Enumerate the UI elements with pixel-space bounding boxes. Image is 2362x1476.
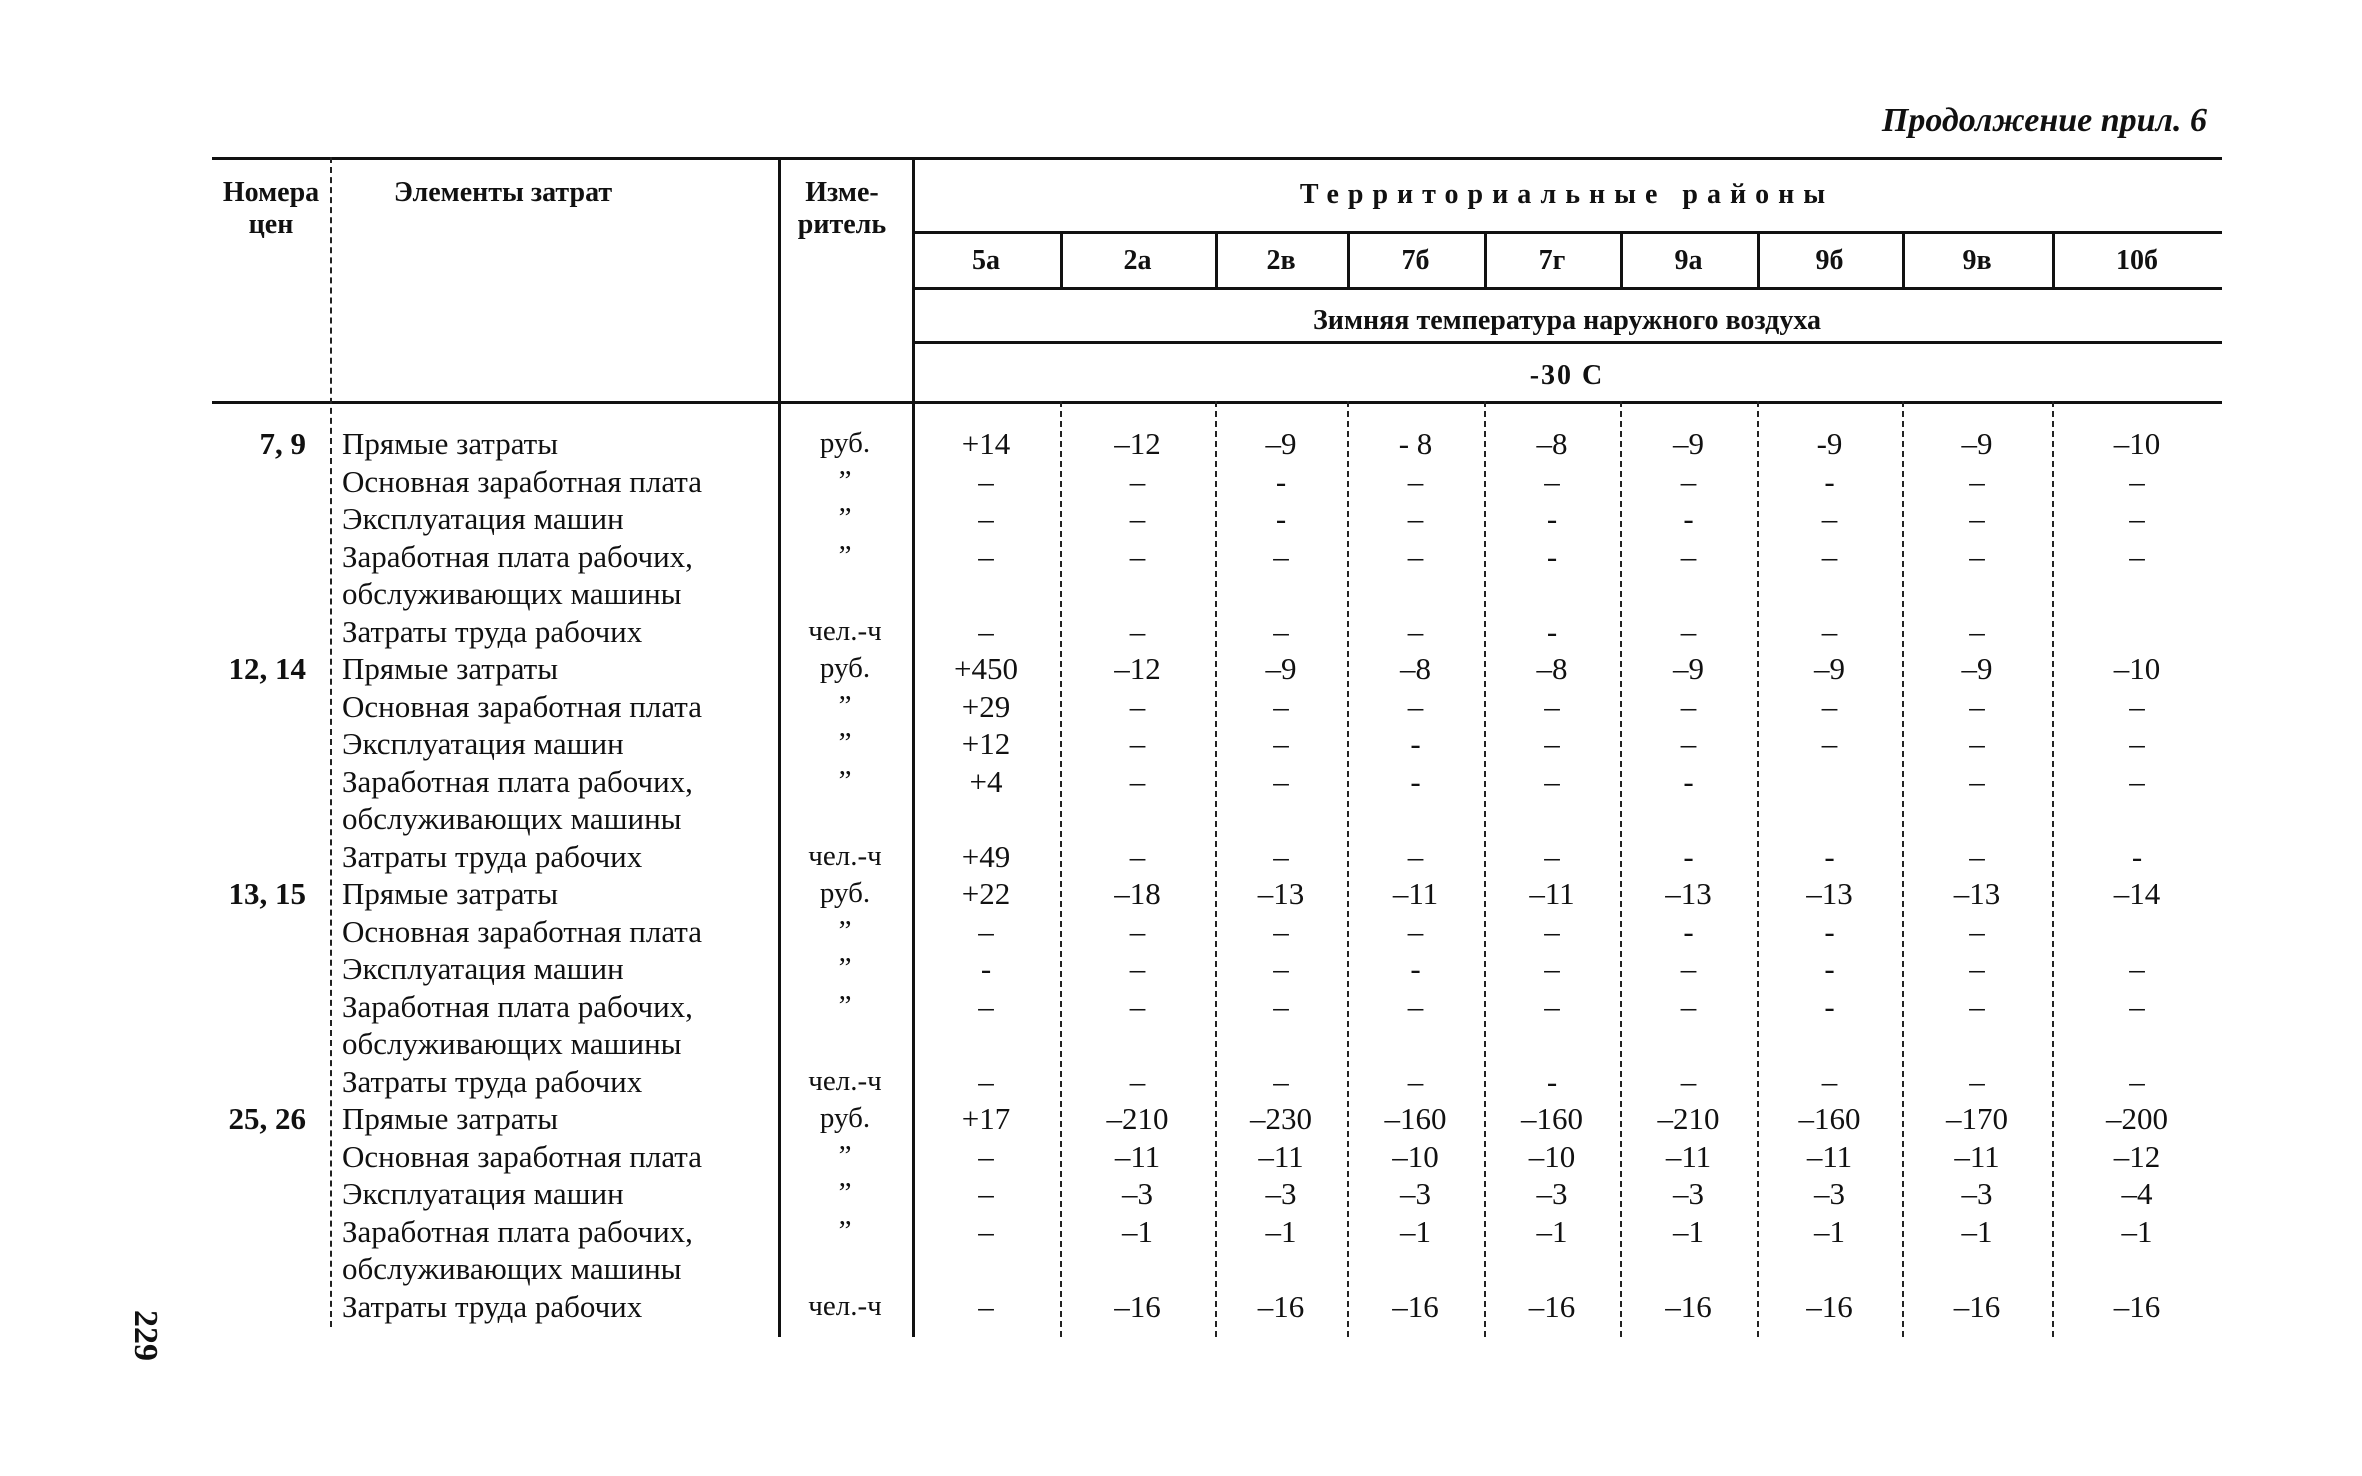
region-value: –1	[1673, 1213, 1704, 1249]
region-value: –	[978, 1138, 994, 1174]
region-value: –1	[1961, 1213, 1993, 1249]
region-value: –	[1273, 538, 1289, 574]
unit: ”	[838, 1214, 852, 1247]
region-value: –	[2129, 538, 2145, 574]
col-header-numbers: Номера цен	[222, 177, 320, 240]
region-divider	[2052, 231, 2055, 287]
region-value: –11	[1392, 876, 1439, 911]
region-value: –	[1273, 613, 1289, 649]
table-rule	[212, 401, 2222, 404]
region-value: –	[1273, 951, 1289, 986]
table-row	[212, 613, 2222, 651]
region-value: +22	[961, 876, 1011, 911]
unit: чел.-ч	[808, 1289, 882, 1322]
column-divider	[778, 157, 781, 1337]
region-value: –11	[1114, 1138, 1161, 1174]
region-value: –13	[1665, 876, 1712, 911]
region-value: –	[2129, 501, 2145, 536]
table-row	[212, 1063, 2222, 1101]
region-value: -	[1546, 613, 1558, 649]
unit: чел.-ч	[808, 839, 882, 872]
table-row	[212, 988, 2222, 1026]
region-value: –200	[2106, 1101, 2168, 1136]
region-value: –	[1407, 688, 1424, 724]
table-rule	[912, 231, 2222, 234]
col-header-elements: Элементы затрат	[393, 177, 613, 208]
region-value: –14	[2113, 876, 2161, 911]
table-row	[212, 688, 2222, 726]
region-value: –9	[1961, 651, 1993, 686]
cost-element: Эксплуатация машин	[342, 726, 624, 761]
region-value: –1	[2121, 1213, 2153, 1249]
region-value: –18	[1114, 876, 1161, 911]
region-divider	[2052, 401, 2054, 1337]
region-value: –	[1273, 726, 1289, 761]
region-divider	[1347, 231, 1350, 287]
region-value: –	[1680, 1063, 1697, 1099]
region-code-header: 2а	[1123, 245, 1152, 276]
region-value: –10	[2113, 426, 2161, 461]
region-value: –	[978, 1063, 994, 1099]
region-value: –1	[1400, 1213, 1431, 1249]
region-value: -	[1824, 463, 1835, 499]
region-value: –12	[2113, 1138, 2161, 1174]
region-divider	[1060, 401, 1062, 1337]
region-value: –	[1407, 538, 1424, 574]
region-value: –12	[1114, 651, 1161, 686]
price-number: 13, 15	[228, 876, 306, 911]
cost-element: Заработная плата рабочих,	[342, 763, 693, 799]
region-value: -	[1410, 951, 1421, 986]
column-divider	[912, 157, 915, 1337]
region-value: -	[1824, 988, 1835, 1024]
region-value: –	[1544, 951, 1560, 986]
table-row	[212, 1138, 2222, 1176]
region-value: –11	[1954, 1138, 2000, 1174]
unit: ”	[838, 914, 852, 947]
table-row	[212, 1288, 2222, 1326]
unit: ”	[838, 989, 852, 1022]
region-value: –	[1680, 463, 1697, 499]
region-value: -	[1683, 763, 1694, 799]
region-value: -	[1683, 913, 1694, 949]
region-value: -9	[1816, 426, 1843, 461]
region-value: –11	[1258, 1138, 1304, 1174]
region-value: –	[1969, 726, 1985, 761]
region-value: –	[1969, 1063, 1985, 1099]
cost-element: Основная заработная плата	[342, 1138, 702, 1174]
region-value: –	[1969, 538, 1985, 574]
table-rule	[912, 287, 2222, 290]
cost-element: Прямые затраты	[342, 651, 559, 686]
region-value: –230	[1250, 1101, 1312, 1136]
cost-element: Заработная плата рабочих,	[342, 538, 693, 574]
region-value: –	[1129, 501, 1146, 536]
region-value: –	[1969, 688, 1985, 724]
region-value: –16	[1392, 1288, 1439, 1324]
unit: руб.	[819, 877, 871, 909]
region-value: –9	[1265, 651, 1297, 686]
region-value: –9	[1673, 651, 1704, 686]
region-value: –	[1969, 763, 1985, 799]
region-value: –	[1969, 838, 1985, 874]
region-value: –	[1129, 951, 1146, 986]
region-value: –	[1680, 951, 1697, 986]
table-row	[212, 1213, 2222, 1251]
region-value: –	[1129, 538, 1146, 574]
region-code-header: 10б	[2116, 245, 2158, 276]
region-value: –9	[1673, 426, 1704, 461]
region-value: –	[1129, 988, 1146, 1024]
region-divider	[1484, 231, 1487, 287]
region-value: +450	[954, 651, 1018, 686]
region-value: –	[1129, 838, 1146, 874]
region-value: –9	[1814, 651, 1845, 686]
region-divider	[1347, 401, 1349, 1337]
region-value: –210	[1657, 1101, 1720, 1136]
table-row	[212, 500, 2222, 538]
unit: руб.	[819, 652, 871, 684]
region-value: –	[1680, 988, 1697, 1024]
region-value: –	[1544, 763, 1560, 799]
region-divider	[1757, 231, 1760, 287]
region-value: –1	[1122, 1213, 1153, 1249]
region-code-header: 9б	[1815, 245, 1844, 276]
region-value: –11	[1529, 876, 1575, 911]
region-value: –	[1129, 726, 1146, 761]
cost-element: Затраты труда рабочих	[342, 838, 643, 874]
cost-element: Затраты труда рабочих	[342, 613, 643, 649]
table-row	[212, 875, 2222, 913]
region-value: –	[1129, 688, 1146, 724]
region-value: –16	[1806, 1288, 1853, 1324]
region-value: –	[978, 913, 994, 949]
col-header-unit: Изме-ритель	[797, 177, 887, 240]
region-value: –	[978, 463, 994, 499]
region-value: +12	[961, 726, 1011, 761]
table-row	[212, 1025, 2222, 1063]
region-value: –	[1969, 988, 1985, 1024]
region-value: –	[1821, 726, 1838, 761]
region-code-header: 7б	[1401, 245, 1430, 276]
region-value: –9	[1265, 426, 1297, 461]
unit: ”	[838, 952, 852, 984]
table-row	[212, 1100, 2222, 1138]
region-value: –	[1129, 613, 1146, 649]
region-value: +4	[969, 763, 1003, 799]
region-value: –16	[1528, 1288, 1576, 1324]
cost-table	[212, 157, 2222, 1357]
region-value: –13	[1953, 876, 2001, 911]
region-value: –170	[1946, 1101, 2008, 1136]
region-value: –	[2129, 726, 2145, 761]
region-value: –4	[2121, 1176, 2153, 1211]
region-value: –	[978, 1176, 994, 1211]
unit: ”	[838, 502, 852, 534]
region-value: –	[978, 988, 994, 1024]
region-divider	[1484, 401, 1486, 1337]
region-value: –16	[1257, 1288, 1305, 1324]
region-divider	[1757, 401, 1759, 1337]
region-value: -	[1546, 501, 1558, 536]
region-value: –3	[1814, 1176, 1845, 1211]
region-value: –	[1407, 613, 1424, 649]
region-value: –	[1680, 613, 1697, 649]
region-value: –	[1544, 726, 1560, 761]
price-number: 12, 14	[228, 651, 306, 686]
region-value: –	[1544, 463, 1560, 499]
region-value: –8	[1536, 426, 1568, 461]
region-value: +49	[961, 838, 1011, 874]
region-value: –10	[2113, 651, 2161, 686]
region-value: –	[1821, 538, 1838, 574]
price-number: 7, 9	[259, 426, 306, 461]
region-value: –3	[1673, 1176, 1704, 1211]
region-value: –	[1969, 501, 1985, 536]
region-value: -	[1546, 538, 1558, 574]
region-value: –	[978, 501, 994, 536]
region-value: –	[1680, 688, 1697, 724]
region-value: –	[2129, 463, 2145, 499]
region-code-header: 2в	[1266, 245, 1296, 276]
region-value: –160	[1384, 1101, 1447, 1136]
unit: руб.	[819, 427, 871, 459]
region-value: –	[1680, 726, 1697, 761]
region-value: -	[980, 951, 992, 986]
region-value: –9	[1961, 426, 1993, 461]
unit: ”	[838, 689, 852, 722]
table-row	[212, 800, 2222, 838]
region-value: –	[1129, 1063, 1146, 1099]
cost-element: обслуживающих машины	[342, 1251, 682, 1286]
region-value: –	[2129, 763, 2145, 799]
region-value: –	[1969, 951, 1985, 986]
page-number: 229	[127, 1310, 164, 1361]
region-code-header: 9в	[1962, 245, 1992, 276]
region-value: –16	[1665, 1288, 1712, 1324]
table-row	[212, 1175, 2222, 1213]
region-code-header: 5а	[972, 245, 1000, 276]
cost-element: Эксплуатация машин	[342, 1176, 624, 1211]
continuation-label: Продолжение прил. 6	[1881, 102, 2207, 139]
cost-element: Затраты труда рабочих	[342, 1288, 643, 1324]
unit: ”	[838, 1139, 852, 1172]
region-value: -	[1824, 838, 1835, 874]
unit: ”	[838, 1177, 852, 1209]
cost-element: Прямые затраты	[342, 876, 559, 911]
region-divider	[1060, 231, 1063, 287]
region-value: +14	[961, 426, 1011, 461]
region-value: -	[2131, 838, 2143, 874]
region-value: –	[1969, 913, 1985, 949]
cost-element: Прямые затраты	[342, 426, 559, 461]
cost-element: Заработная плата рабочих,	[342, 1213, 693, 1249]
region-value: –3	[1122, 1176, 1153, 1211]
region-value: –	[1273, 838, 1289, 874]
region-value: +17	[961, 1101, 1011, 1136]
region-value: –1	[1265, 1213, 1297, 1249]
region-value: –	[1544, 838, 1560, 874]
cost-element: Затраты труда рабочих	[342, 1063, 643, 1099]
region-value: –11	[1665, 1138, 1712, 1174]
unit: ”	[838, 464, 852, 497]
unit: руб.	[819, 1102, 871, 1134]
region-value: –8	[1536, 651, 1568, 686]
region-value: –	[1821, 501, 1838, 536]
region-value: –	[1407, 463, 1424, 499]
region-value: –	[1821, 688, 1838, 724]
region-value: -	[1683, 838, 1694, 874]
table-row	[212, 913, 2222, 951]
region-value: –	[978, 538, 994, 574]
table-row	[212, 650, 2222, 688]
unit: чел.-ч	[808, 614, 882, 647]
region-divider	[1215, 401, 1217, 1337]
region-divider	[1902, 401, 1904, 1337]
cost-element: Прямые затраты	[342, 1101, 559, 1136]
region-value: -	[1410, 763, 1421, 799]
region-value: –	[978, 1288, 994, 1324]
region-value: –	[1129, 913, 1146, 949]
region-value: –	[1273, 988, 1289, 1024]
region-value: –1	[1536, 1213, 1568, 1249]
region-code-header: 7г	[1538, 245, 1566, 276]
region-value: –	[1544, 988, 1560, 1024]
region-value: –	[2129, 951, 2145, 986]
region-value: –	[1821, 613, 1838, 649]
region-value: +29	[961, 688, 1011, 724]
region-value: –	[1821, 1063, 1838, 1099]
region-value: -	[1275, 501, 1287, 536]
region-value: –	[1273, 1063, 1289, 1099]
region-value: –13	[1257, 876, 1305, 911]
region-divider	[1215, 231, 1218, 287]
cost-element: Основная заработная плата	[342, 688, 702, 724]
region-value: –	[1129, 463, 1146, 499]
region-value: –	[2129, 1063, 2145, 1099]
cost-element: обслуживающих машины	[342, 1026, 682, 1061]
region-value: –3	[1961, 1176, 1993, 1211]
table-row	[212, 538, 2222, 576]
table-row	[212, 463, 2222, 501]
region-value: –	[1407, 1063, 1424, 1099]
cost-element: Эксплуатация машин	[342, 501, 624, 536]
table-row	[212, 950, 2222, 988]
region-value: –	[2129, 688, 2145, 724]
region-value: –	[1273, 913, 1289, 949]
table-row	[212, 575, 2222, 613]
price-number: 25, 26	[228, 1101, 306, 1136]
region-value: –3	[1265, 1176, 1297, 1211]
table-row	[212, 838, 2222, 876]
region-divider	[1620, 401, 1622, 1337]
table-rule	[912, 341, 2222, 344]
column-divider	[330, 157, 332, 1327]
table-rule	[212, 157, 2222, 160]
region-value: –11	[1806, 1138, 1853, 1174]
region-value: –	[1273, 688, 1289, 724]
region-value: –16	[1114, 1288, 1161, 1324]
region-value: –10	[1528, 1138, 1576, 1174]
unit: ”	[838, 539, 852, 572]
region-value: –10	[1392, 1138, 1439, 1174]
region-value: -	[1410, 726, 1421, 761]
temperature-value: -30 С	[1529, 360, 1605, 391]
region-value: -	[1824, 913, 1835, 949]
table-row	[212, 763, 2222, 801]
region-value: -	[1683, 501, 1694, 536]
region-value: –	[1544, 913, 1560, 949]
cost-element: Эксплуатация машин	[342, 951, 624, 986]
region-value: –	[1129, 763, 1146, 799]
cost-element: обслуживающих машины	[342, 576, 682, 611]
unit: ”	[838, 764, 852, 797]
region-value: –	[1544, 688, 1560, 724]
region-value: –3	[1536, 1176, 1568, 1211]
cost-element: Основная заработная плата	[342, 463, 702, 499]
cost-element: Основная заработная плата	[342, 913, 702, 949]
region-code-header: 9а	[1674, 245, 1703, 276]
region-value: –	[1407, 913, 1424, 949]
region-value: –160	[1521, 1101, 1583, 1136]
table-row	[212, 1250, 2222, 1288]
region-value: –	[1407, 988, 1424, 1024]
region-value: -	[1546, 1063, 1558, 1099]
winter-temperature-label: Зимняя температура наружного воздуха	[1313, 305, 1821, 336]
region-divider	[1902, 231, 1905, 287]
region-value: –12	[1114, 426, 1161, 461]
region-value: –13	[1806, 876, 1853, 911]
region-value: –	[1969, 463, 1985, 499]
region-value: –	[1407, 501, 1424, 536]
region-divider	[1620, 231, 1623, 287]
table-row	[212, 425, 2222, 463]
region-value: –	[1407, 838, 1424, 874]
region-value: –	[978, 1213, 994, 1249]
region-value: –	[1680, 538, 1697, 574]
cost-element: Заработная плата рабочих,	[342, 988, 693, 1024]
region-value: –8	[1400, 651, 1431, 686]
region-value: –	[2129, 988, 2145, 1024]
unit: ”	[838, 727, 852, 759]
region-value: -	[1824, 951, 1835, 986]
region-value: –3	[1400, 1176, 1431, 1211]
table-row	[212, 725, 2222, 763]
region-value: –	[1969, 613, 1985, 649]
region-value: - 8	[1398, 426, 1433, 461]
region-value: –160	[1798, 1101, 1861, 1136]
region-value: –16	[2113, 1288, 2161, 1324]
region-value: –16	[1953, 1288, 2001, 1324]
region-value: –1	[1814, 1213, 1845, 1249]
region-value: –	[978, 613, 994, 649]
region-value: –210	[1106, 1101, 1169, 1136]
region-value: -	[1275, 463, 1287, 499]
region-value: –	[1273, 763, 1289, 799]
cost-element: обслуживающих машины	[342, 801, 682, 836]
col-header-regions: Территориальные районы	[1299, 179, 1835, 210]
unit: чел.-ч	[808, 1064, 882, 1097]
